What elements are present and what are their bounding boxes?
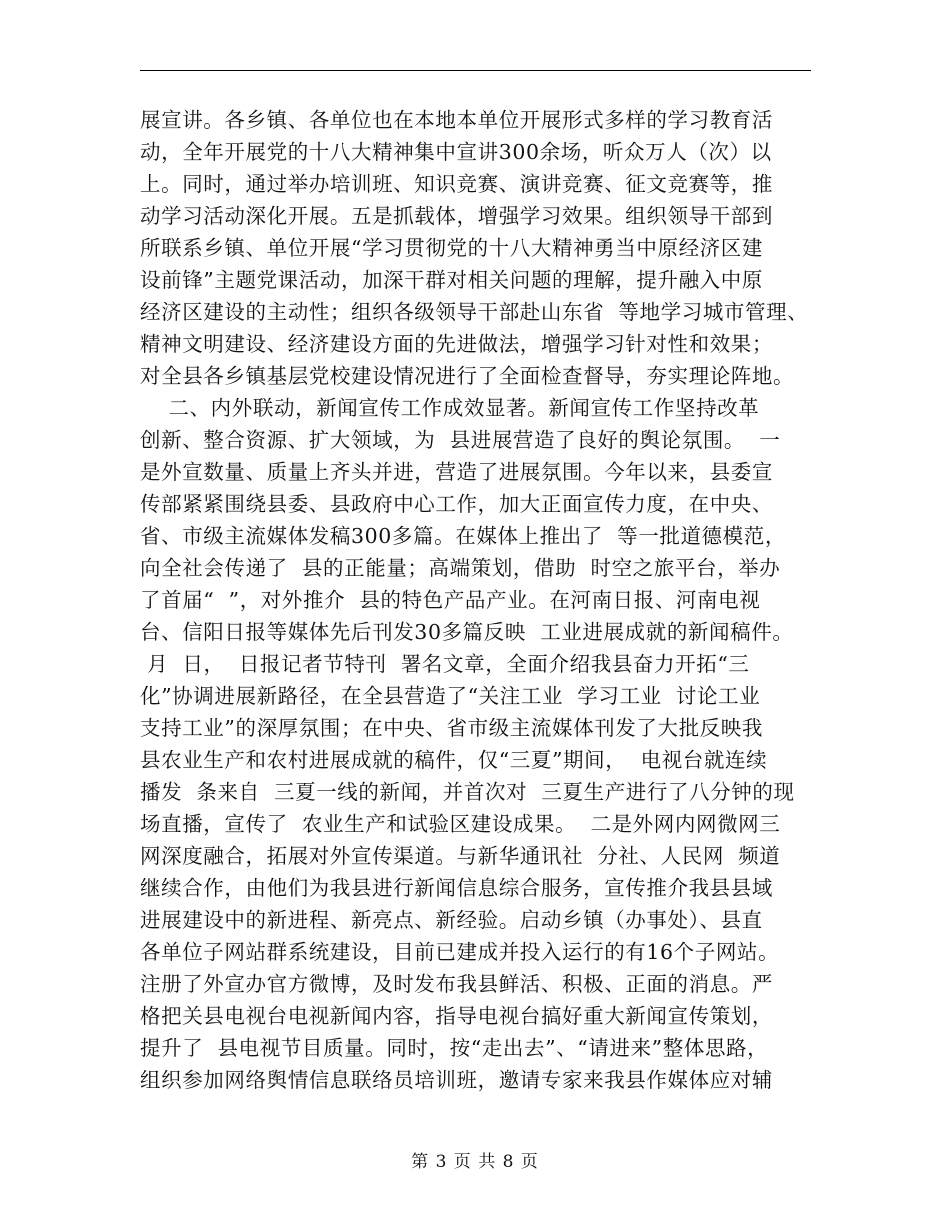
text-line: 省、市级主流媒体发稿300多篇。在媒体上推出了 等一批道德模范，	[140, 524, 786, 548]
text-line: 组织参加网络舆情信息联络员培训班，邀请专家来我县作媒体应对辅	[140, 1068, 773, 1092]
text-line: 动学习活动深化开展。五是抓载体，增强学习效果。组织领导干部到	[140, 204, 773, 228]
text-line: 向全社会传递了 县的正能量；高端策划，借助 时空之旅平台，举办	[140, 556, 781, 580]
text-line: 创新、整合资源、扩大领域，为 县进展营造了良好的舆论氛围。 一	[140, 428, 781, 452]
header-rule	[140, 70, 811, 71]
document-body	[140, 104, 820, 1096]
text-line: 上。同时，通过举办培训班、知识竞赛、演讲竞赛、征文竞赛等，推	[140, 172, 773, 196]
text-line: 县农业生产和农村进展成就的稿件，仅“三夏”期间， 电视台就连续	[140, 748, 768, 772]
text-line: 注册了外宣办官方微博，及时发布我县鲜活、积极、正面的消息。严	[140, 972, 773, 996]
text-line: 二、内外联动，新闻宣传工作成效显著。新闻宣传工作坚持改革	[140, 396, 760, 420]
text-line: 展宣讲。各乡镇、各单位也在本地本单位开展形式多样的学习教育活	[140, 108, 773, 132]
text-line: 对全县各乡镇基层党校建设情况进行了全面检查督导，夯实理论阵地。	[140, 364, 795, 388]
text-line: 传部紧紧围绕县委、县政府中心工作，加大正面宣传力度，在中央、	[140, 492, 773, 516]
text-line: 月 日， 日报记者节特刊 署名文章，全面介绍我县奋力开拓“三	[140, 652, 750, 676]
text-line: 动，全年开展党的十八大精神集中宣讲300余场，听众万人（次）以	[140, 140, 772, 164]
page-footer: 第 3 页 共 8 页	[411, 1152, 539, 1172]
text-line: 所联系乡镇、单位开展“学习贯彻党的十八大精神勇当中原经济区建	[140, 236, 763, 260]
text-line: 提升了 县电视节目质量。同时，按“走出去”、“请进来”整体思路，	[140, 1036, 769, 1060]
text-line: 支持工业”的深厚氛围；在中央、省市级主流媒体刊发了大批反映我	[140, 716, 763, 740]
text-line: 设前锋”主题党课活动，加深干群对相关问题的理解，提升融入中原	[140, 268, 763, 292]
text-line: 精神文明建设、经济建设方面的先进做法，增强学习针对性和效果；	[140, 332, 773, 356]
text-line: 格把关县电视台电视新闻内容，指导电视台搞好重大新闻宣传策划，	[140, 1004, 773, 1028]
text-line: 台、信阳日报等媒体先后刊发30多篇反映 工业进展成就的新闻稿件。	[140, 620, 794, 644]
text-line: 播发 条来自 三夏一线的新闻，并首次对 三夏生产进行了八分钟的现	[140, 780, 795, 804]
text-line: 了首届“ ”，对外推介 县的特色产品产业。在河南日报、河南电视	[140, 588, 761, 612]
text-line: 各单位子网站群系统建设，目前已建成并投入运行的有16个子网站。	[140, 940, 780, 964]
text-line: 继续合作，由他们为我县进行新闻信息综合服务，宣传推介我县县域	[140, 876, 773, 900]
text-line: 进展建设中的新进程、新亮点、新经验。启动乡镇（办事处）、县直	[140, 908, 763, 932]
text-line: 网深度融合，拓展对外宣传渠道。与新华通讯社 分社、人民网 频道	[140, 844, 781, 868]
text-line: 经济区建设的主动性；组织各级领导干部赴山东省 等地学习城市管理、	[140, 300, 809, 324]
text-line: 是外宣数量、质量上齐头并进，营造了进展氛围。今年以来，县委宣	[140, 460, 773, 484]
text-line: 化”协调进展新路径，在全县营造了“关注工业 学习工业 讨论工业	[140, 684, 761, 708]
text-line: 场直播，宣传了 农业生产和试验区建设成果。 二是外网内网微网三	[140, 812, 781, 836]
